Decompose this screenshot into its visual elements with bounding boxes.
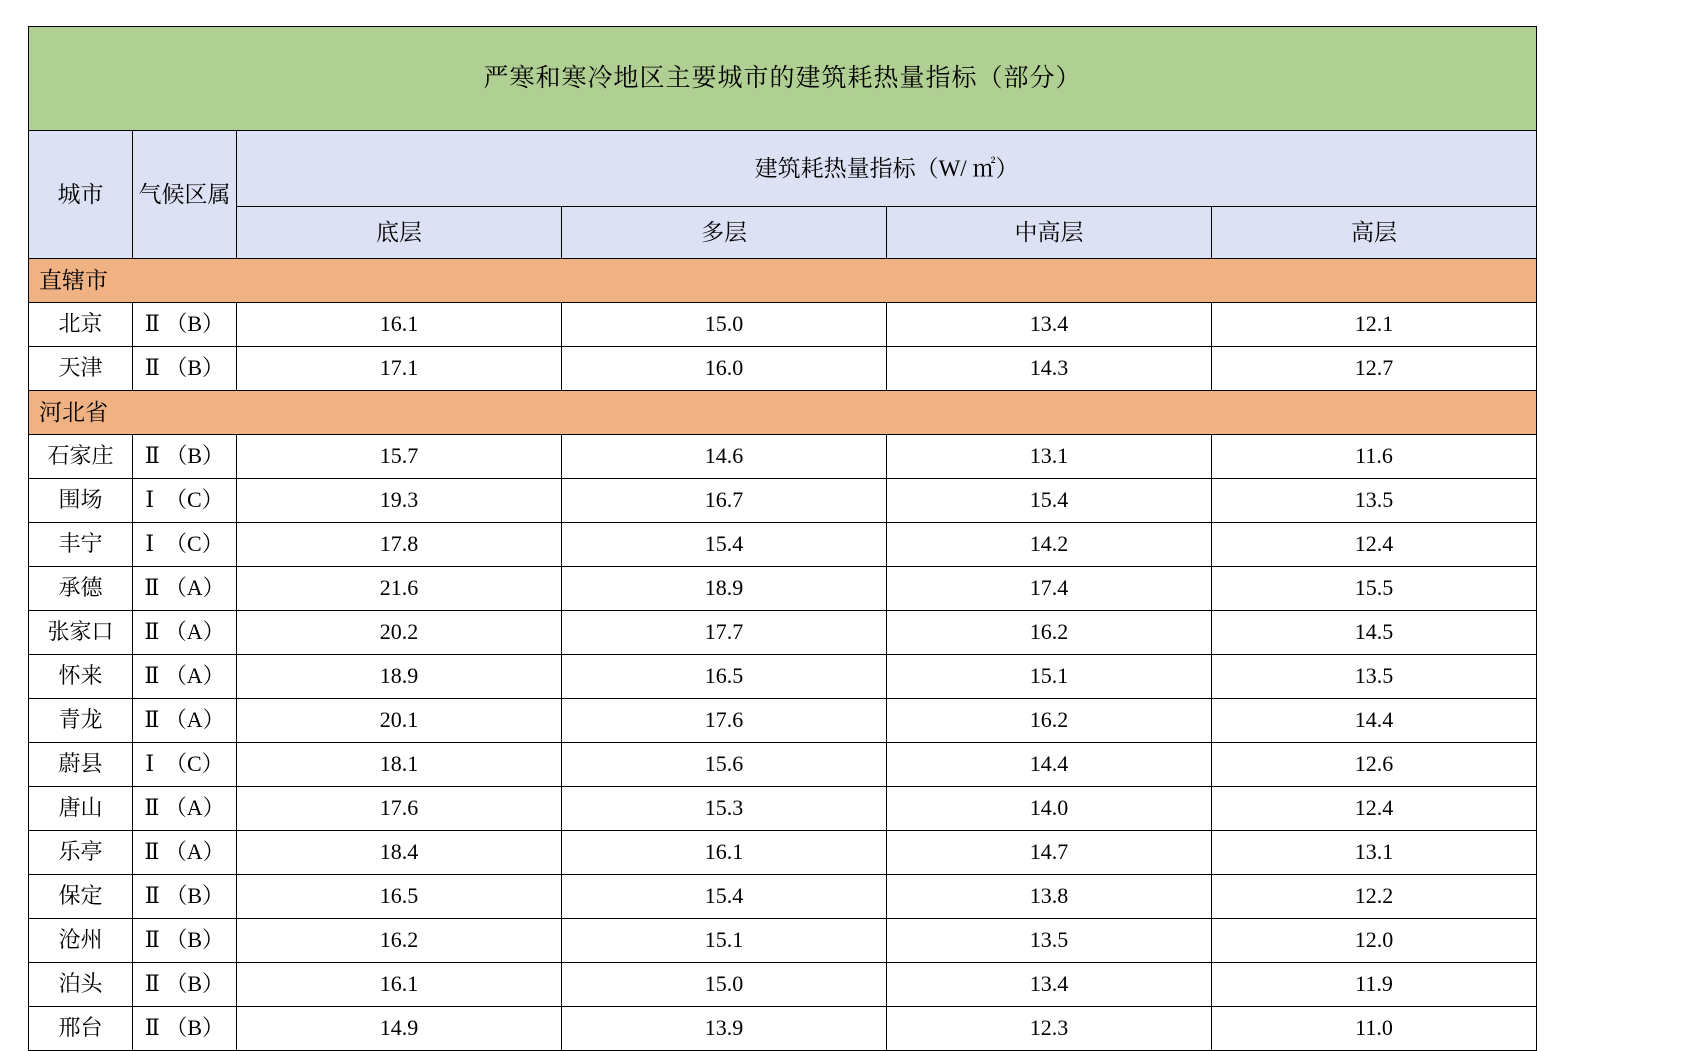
cell-value-1: 18.9 [562, 567, 887, 611]
cell-value-3: 12.4 [1212, 787, 1537, 831]
cell-value-3: 11.9 [1212, 963, 1537, 1007]
cell-climate-zone: Ⅰ （C） [133, 743, 237, 787]
column-header-city: 城市 [29, 131, 133, 259]
cell-city: 唐山 [29, 787, 133, 831]
group-header-row [29, 259, 1537, 303]
cell-value-0: 17.8 [237, 523, 562, 567]
cell-value-2: 14.7 [887, 831, 1212, 875]
cell-value-1: 16.1 [562, 831, 887, 875]
column-header-zone: 气候区属 [133, 131, 237, 259]
table-row [29, 655, 1537, 699]
cell-value-2: 14.3 [887, 347, 1212, 391]
cell-value-3: 12.0 [1212, 919, 1537, 963]
cell-climate-zone: Ⅱ （B） [133, 303, 237, 347]
cell-value-3: 12.4 [1212, 523, 1537, 567]
cell-value-0: 16.1 [237, 303, 562, 347]
table-row [29, 567, 1537, 611]
cell-climate-zone: Ⅱ （B） [133, 963, 237, 1007]
table-title-row [29, 27, 1537, 131]
cell-value-1: 15.3 [562, 787, 887, 831]
cell-climate-zone: Ⅱ （A） [133, 831, 237, 875]
cell-value-2: 16.2 [887, 611, 1212, 655]
cell-value-2: 13.4 [887, 303, 1212, 347]
cell-value-1: 13.9 [562, 1007, 887, 1051]
cell-value-2: 14.4 [887, 743, 1212, 787]
table-row [29, 831, 1537, 875]
cell-city: 承德 [29, 567, 133, 611]
cell-value-3: 14.5 [1212, 611, 1537, 655]
cell-value-0: 18.9 [237, 655, 562, 699]
cell-value-1: 15.1 [562, 919, 887, 963]
cell-value-0: 15.7 [237, 435, 562, 479]
cell-value-1: 15.4 [562, 523, 887, 567]
cell-city: 青龙 [29, 699, 133, 743]
column-header-sub-2: 中高层 [887, 207, 1212, 259]
cell-value-2: 14.2 [887, 523, 1212, 567]
cell-value-3: 15.5 [1212, 567, 1537, 611]
cell-value-0: 18.4 [237, 831, 562, 875]
cell-value-2: 12.3 [887, 1007, 1212, 1051]
cell-value-2: 17.4 [887, 567, 1212, 611]
cell-value-3: 13.5 [1212, 655, 1537, 699]
cell-value-2: 13.1 [887, 435, 1212, 479]
cell-climate-zone: Ⅰ （C） [133, 523, 237, 567]
table-row [29, 523, 1537, 567]
cell-value-1: 15.6 [562, 743, 887, 787]
cell-value-1: 15.0 [562, 303, 887, 347]
cell-value-1: 15.4 [562, 875, 887, 919]
group-header-label: 直辖市 [29, 259, 1537, 303]
column-header-sub-3: 高层 [1212, 207, 1537, 259]
table-row [29, 919, 1537, 963]
cell-value-2: 13.8 [887, 875, 1212, 919]
table-row [29, 479, 1537, 523]
cell-value-3: 12.6 [1212, 743, 1537, 787]
cell-value-3: 11.0 [1212, 1007, 1537, 1051]
cell-value-2: 15.1 [887, 655, 1212, 699]
table-row [29, 347, 1537, 391]
cell-climate-zone: Ⅱ （B） [133, 347, 237, 391]
table-row [29, 435, 1537, 479]
cell-value-3: 12.2 [1212, 875, 1537, 919]
cell-city: 泊头 [29, 963, 133, 1007]
cell-value-3: 11.6 [1212, 435, 1537, 479]
table-title: 严寒和寒冷地区主要城市的建筑耗热量指标（部分） [29, 27, 1537, 131]
cell-city: 丰宁 [29, 523, 133, 567]
cell-city: 北京 [29, 303, 133, 347]
cell-value-0: 14.9 [237, 1007, 562, 1051]
cell-climate-zone: Ⅱ （B） [133, 875, 237, 919]
cell-value-0: 17.1 [237, 347, 562, 391]
column-header-sub-1: 多层 [562, 207, 887, 259]
cell-value-3: 14.4 [1212, 699, 1537, 743]
cell-city: 围场 [29, 479, 133, 523]
table-row [29, 743, 1537, 787]
group-header-row [29, 391, 1537, 435]
cell-climate-zone: Ⅰ （C） [133, 479, 237, 523]
table-row [29, 875, 1537, 919]
cell-city: 沧州 [29, 919, 133, 963]
cell-city: 怀来 [29, 655, 133, 699]
cell-value-0: 16.1 [237, 963, 562, 1007]
cell-value-1: 14.6 [562, 435, 887, 479]
cell-climate-zone: Ⅱ （A） [133, 787, 237, 831]
cell-city: 石家庄 [29, 435, 133, 479]
cell-value-0: 16.2 [237, 919, 562, 963]
cell-value-0: 17.6 [237, 787, 562, 831]
table-row [29, 963, 1537, 1007]
cell-value-0: 20.2 [237, 611, 562, 655]
cell-value-3: 13.1 [1212, 831, 1537, 875]
cell-value-1: 17.7 [562, 611, 887, 655]
table-row [29, 303, 1537, 347]
column-header-sub-0: 底层 [237, 207, 562, 259]
table-header-row-2 [29, 207, 1537, 259]
cell-value-3: 12.7 [1212, 347, 1537, 391]
cell-city: 乐亭 [29, 831, 133, 875]
cell-climate-zone: Ⅱ （B） [133, 919, 237, 963]
cell-value-0: 19.3 [237, 479, 562, 523]
column-header-metric-group: 建筑耗热量指标（W/ ㎡） [237, 131, 1537, 207]
cell-city: 邢台 [29, 1007, 133, 1051]
cell-value-1: 15.0 [562, 963, 887, 1007]
cell-value-2: 13.5 [887, 919, 1212, 963]
cell-value-0: 21.6 [237, 567, 562, 611]
cell-city: 张家口 [29, 611, 133, 655]
cell-value-0: 20.1 [237, 699, 562, 743]
table-row [29, 1007, 1537, 1051]
group-header-label: 河北省 [29, 391, 1537, 435]
cell-value-1: 17.6 [562, 699, 887, 743]
table-row [29, 611, 1537, 655]
cell-value-1: 16.0 [562, 347, 887, 391]
cell-value-0: 16.5 [237, 875, 562, 919]
cell-city: 蔚县 [29, 743, 133, 787]
cell-value-1: 16.7 [562, 479, 887, 523]
cell-value-2: 16.2 [887, 699, 1212, 743]
cell-value-0: 18.1 [237, 743, 562, 787]
cell-climate-zone: Ⅱ （A） [133, 655, 237, 699]
cell-climate-zone: Ⅱ （B） [133, 435, 237, 479]
cell-value-2: 13.4 [887, 963, 1212, 1007]
cell-climate-zone: Ⅱ （A） [133, 567, 237, 611]
table-row [29, 699, 1537, 743]
table-row [29, 787, 1537, 831]
cell-city: 保定 [29, 875, 133, 919]
table-header-row-1 [29, 131, 1537, 207]
cell-value-2: 15.4 [887, 479, 1212, 523]
cell-climate-zone: Ⅱ （B） [133, 1007, 237, 1051]
cell-value-1: 16.5 [562, 655, 887, 699]
heat-consumption-table [28, 26, 1537, 1051]
cell-climate-zone: Ⅱ （A） [133, 699, 237, 743]
cell-value-3: 12.1 [1212, 303, 1537, 347]
cell-value-2: 14.0 [887, 787, 1212, 831]
cell-climate-zone: Ⅱ （A） [133, 611, 237, 655]
cell-city: 天津 [29, 347, 133, 391]
cell-value-3: 13.5 [1212, 479, 1537, 523]
